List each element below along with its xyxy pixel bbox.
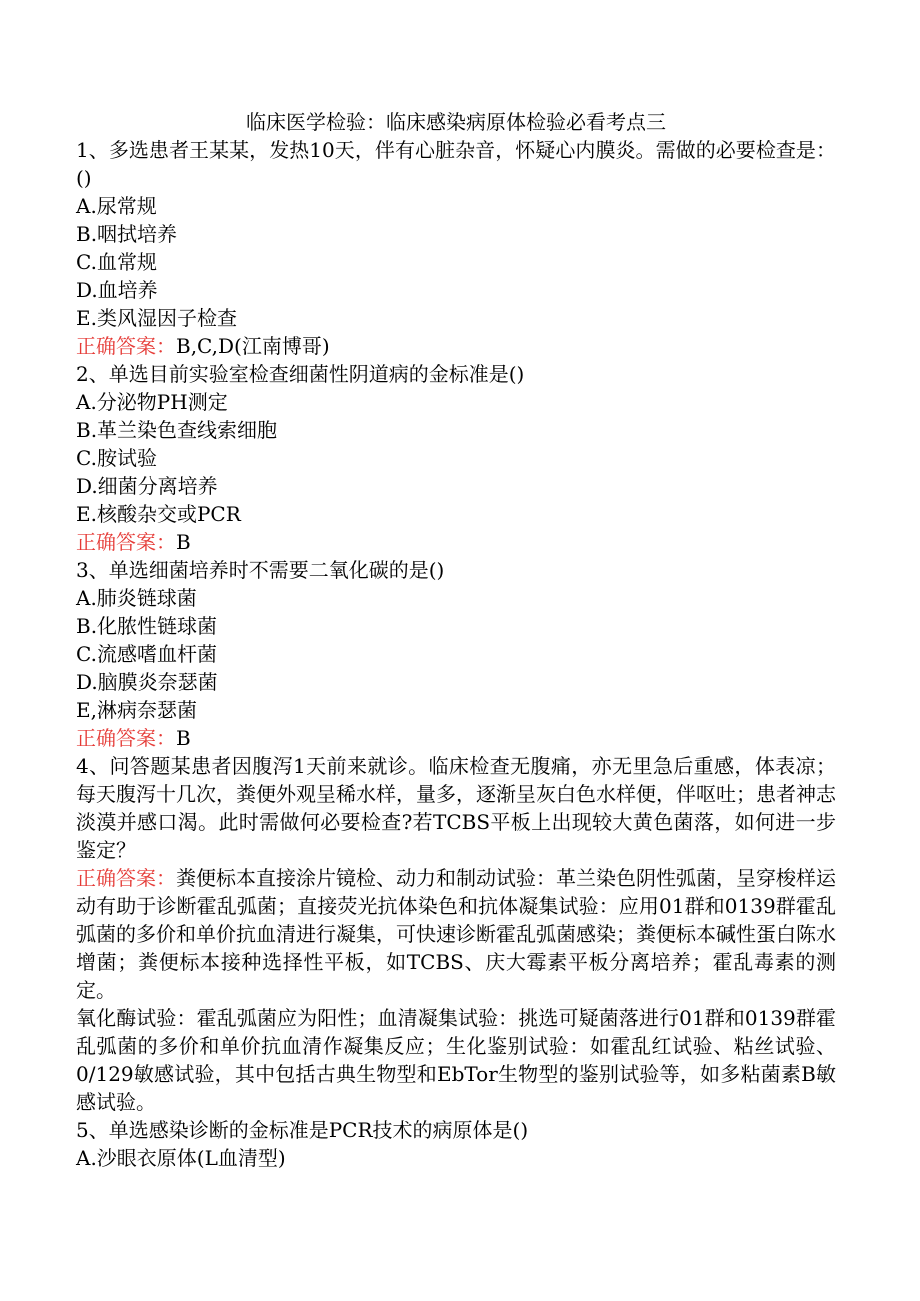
answer-text: B,C,D(江南博哥) [176, 334, 330, 358]
question-5 [76, 1116, 836, 1172]
answer-line [76, 332, 836, 360]
option-a: A.沙眼衣原体(L血清型) [76, 1146, 286, 1170]
option-e: E,淋病奈瑟菌 [76, 698, 197, 722]
question-stem: 4、问答题某患者因腹泻1天前来就诊。临床检查无腹痛，亦无里急后重感，体表凉；每天腹泻十几次，粪便外观呈稀水样，量多，逐渐呈灰白色水样便，伴呕吐；患者神志淡漠并感口渴。此时需做何必要检查?若TCBS平板上出现较大黄色菌落，如何进一步鉴定？ [76, 754, 836, 862]
option-c: C.血常规 [76, 250, 157, 274]
question-stem: 1、多选患者王某某，发热10天，伴有心脏杂音，怀疑心内膜炎。需做的必要检查是：() [76, 138, 836, 190]
answer-text: B [176, 530, 191, 554]
option-c: C.胺试验 [76, 446, 157, 470]
question-2 [76, 360, 836, 556]
question-stem: 2、单选目前实验室检查细菌性阴道病的金标准是() [76, 362, 525, 386]
option-b: B.革兰染色查线索细胞 [76, 418, 278, 442]
option-d: D.脑膜炎奈瑟菌 [76, 670, 218, 694]
answer-label: 正确答案： [76, 726, 176, 750]
option-b: B.咽拭培养 [76, 222, 178, 246]
question-4 [76, 752, 836, 1116]
answer-label: 正确答案： [76, 530, 176, 554]
question-1 [76, 136, 836, 360]
document-page [76, 108, 836, 1172]
option-e: E.核酸杂交或PCR [76, 502, 241, 526]
option-a: A.尿常规 [76, 194, 157, 218]
option-b: B.化脓性链球菌 [76, 614, 218, 638]
question-stem: 3、单选细菌培养时不需要二氧化碳的是() [76, 558, 445, 582]
option-e: E.类风湿因子检查 [76, 306, 237, 330]
answer-line [76, 528, 836, 556]
answer-label: 正确答案： [76, 334, 176, 358]
option-a: A.肺炎链球菌 [76, 586, 197, 610]
document-title: 临床医学检验：临床感染病原体检验必看考点三 [246, 110, 666, 134]
option-c: C.流感嗜血杆菌 [76, 642, 217, 666]
answer-text: B [176, 726, 191, 750]
answer-label: 正确答案： [76, 866, 176, 890]
answer-text: 粪便标本直接涂片镜检、动力和制动试验：革兰染色阴性弧菌，呈穿梭样运动有助于诊断霍乱弧菌；直接荧光抗体染色和抗体凝集试验：应用01群和0139群霍乱弧菌的多价和单价抗血清进行凝集，可快速诊断霍乱弧菌感染；粪便标本碱性蛋白陈水增菌；粪便标本接种选择性平板，如TCBS、庆大霉素平板分离培养；霍乱毒素的测定。 [76, 866, 836, 1002]
option-a: A.分泌物PH测定 [76, 390, 228, 414]
question-stem: 5、单选感染诊断的金标准是PCR技术的病原体是() [76, 1118, 529, 1142]
option-d: D.细菌分离培养 [76, 474, 218, 498]
option-d: D.血培养 [76, 278, 158, 302]
answer-continued: 氧化酶试验：霍乱弧菌应为阳性；血清凝集试验：挑选可疑菌落进行01群和0139群霍乱弧菌的多价和单价抗血清作凝集反应；生化鉴别试验：如霍乱红试验、粘丝试验、0/129敏感试验，其中包括古典生物型和EbTor生物型的鉴别试验等，如多粘菌素B敏感试验。 [76, 1006, 836, 1114]
answer-line [76, 864, 836, 1004]
answer-line [76, 724, 836, 752]
question-3 [76, 556, 836, 752]
